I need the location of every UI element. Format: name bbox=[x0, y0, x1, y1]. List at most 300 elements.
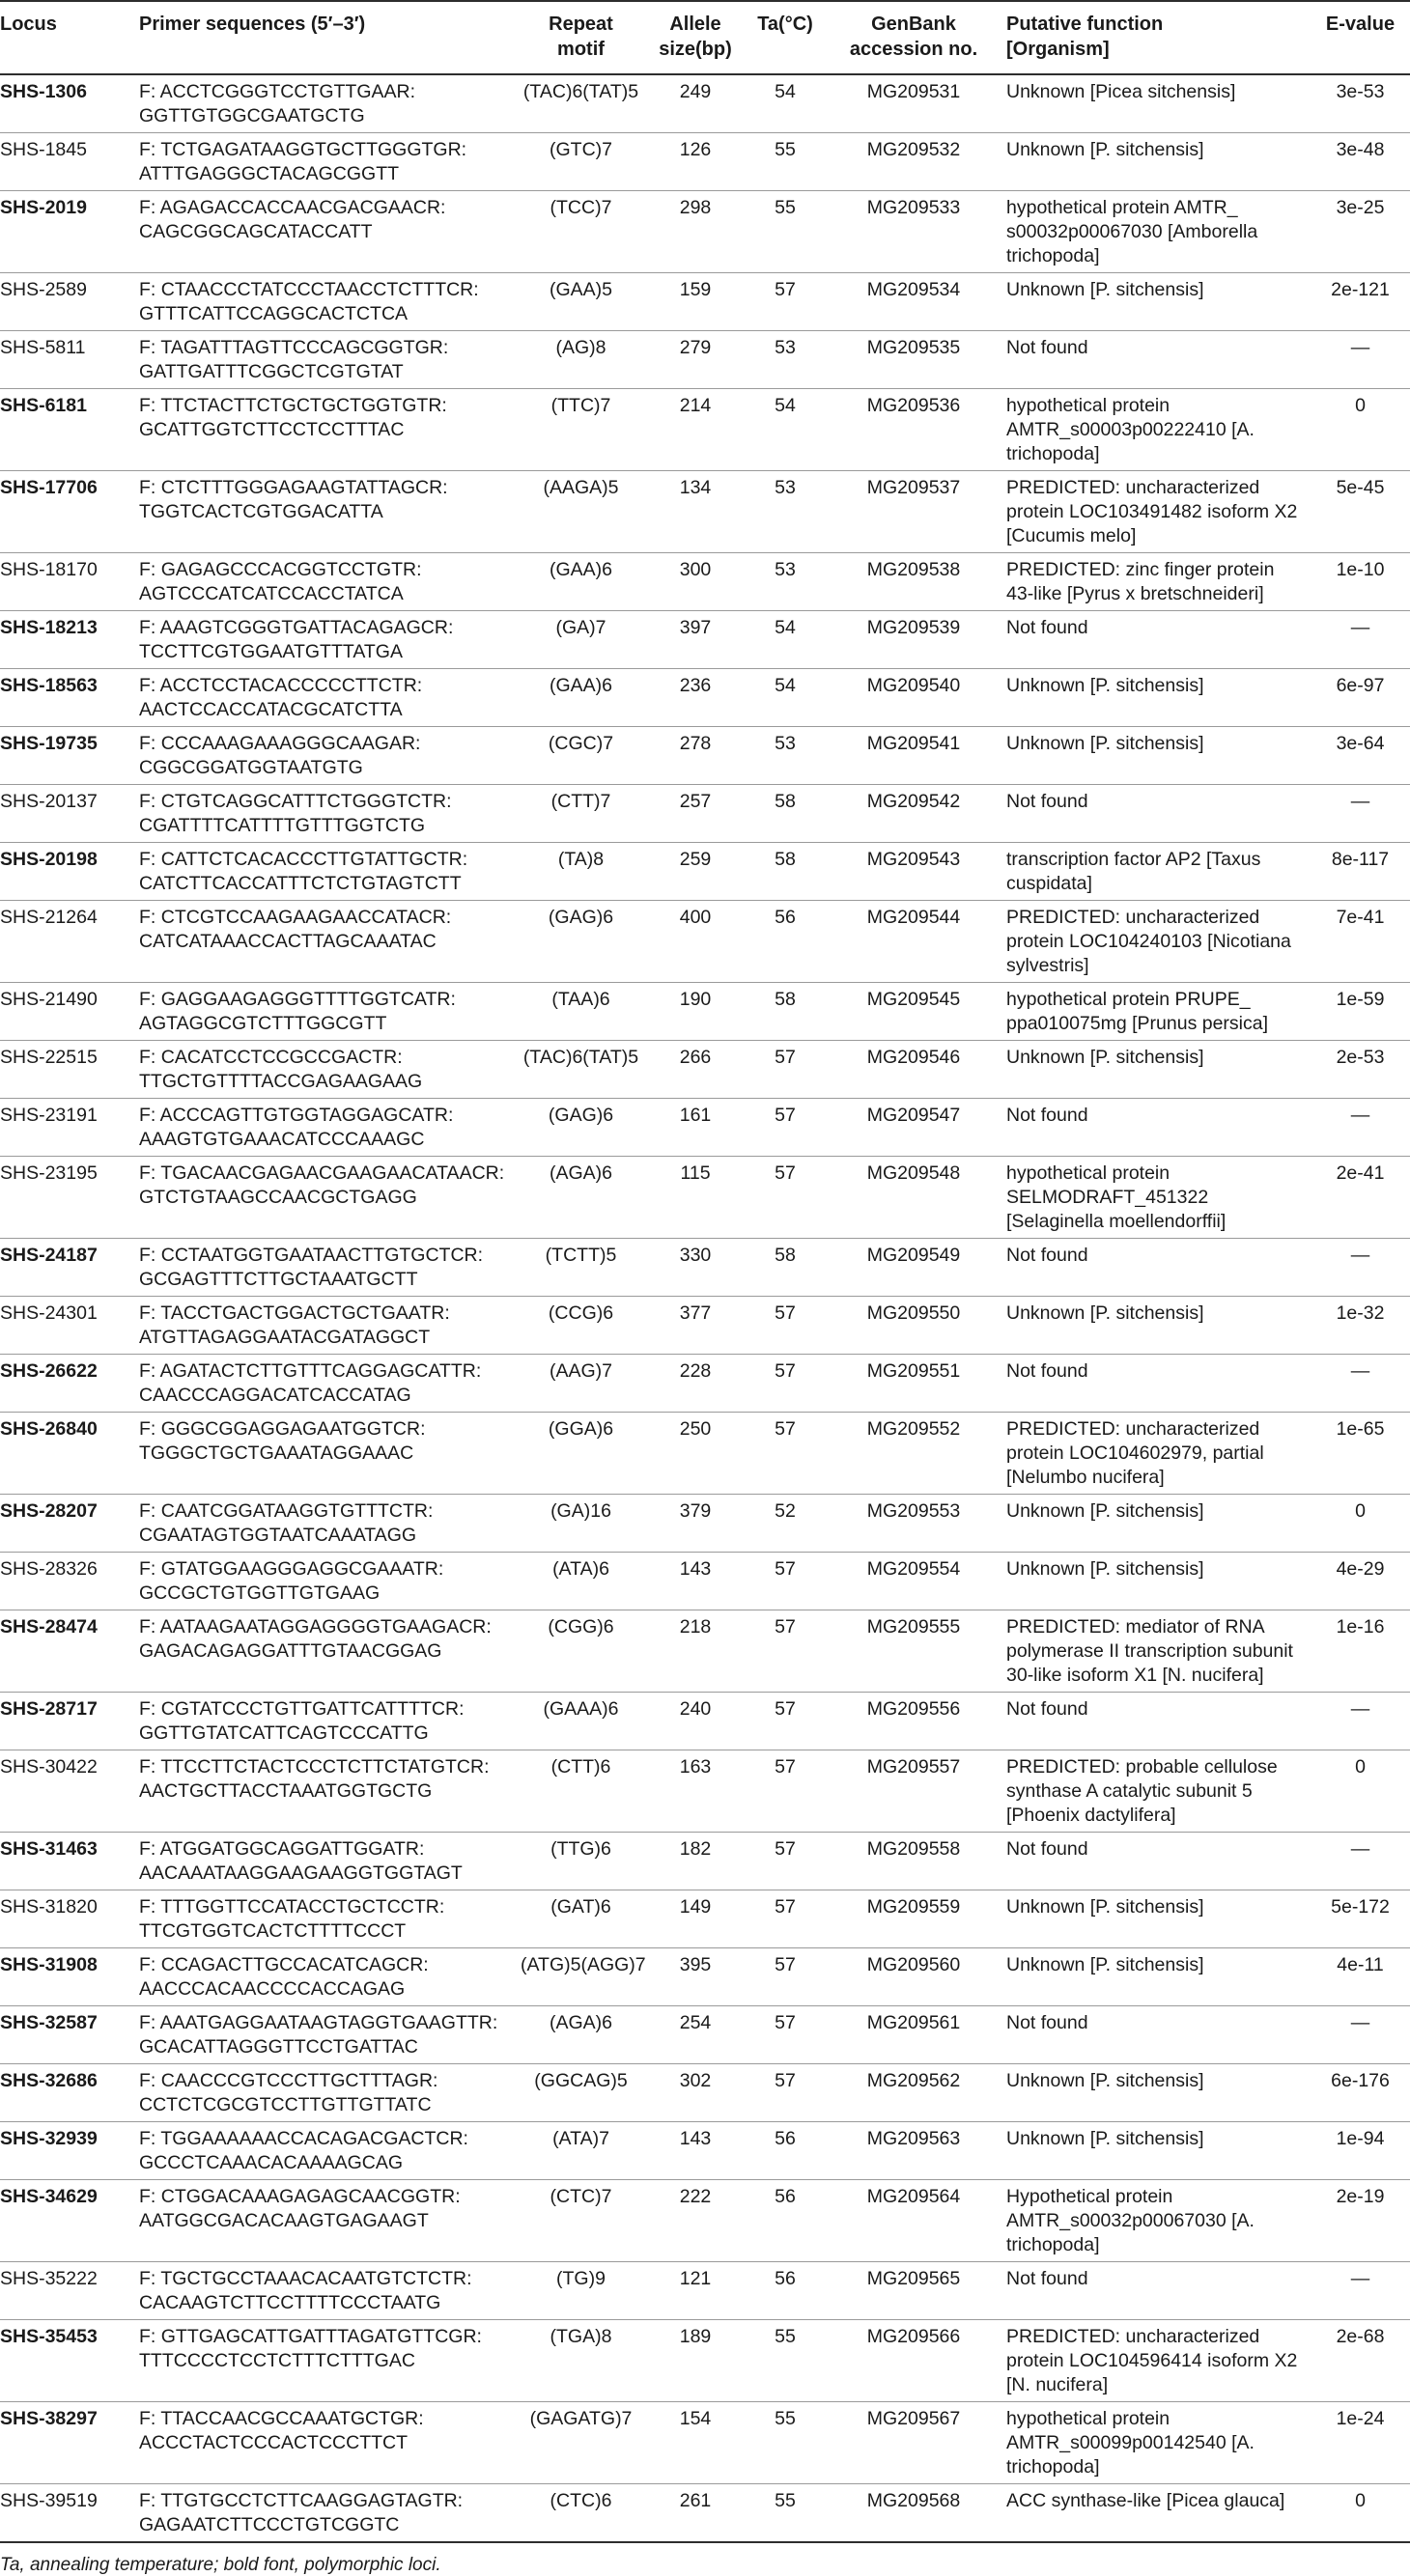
genbank-cell: MG209568 bbox=[827, 2484, 1001, 2543]
repeat-motif-cell: (GAA)6 bbox=[515, 669, 647, 727]
allele-size-cell: 143 bbox=[647, 2122, 744, 2180]
locus-cell: SHS-22515 bbox=[0, 1041, 133, 1099]
locus-cell: SHS-28326 bbox=[0, 1553, 133, 1610]
locus-cell: SHS-35453 bbox=[0, 2320, 133, 2402]
allele-size-cell: 134 bbox=[647, 471, 744, 553]
primer-forward: F: CACATCCTCCGCCGACTR: bbox=[139, 1047, 403, 1068]
table-row bbox=[0, 389, 1410, 471]
function-cell: Unknown [P. sitchensis] bbox=[1001, 133, 1305, 191]
allele-size-cell: 257 bbox=[647, 785, 744, 843]
repeat-motif-cell: (TCTT)5 bbox=[515, 1239, 647, 1297]
allele-size-cell: 126 bbox=[647, 133, 744, 191]
primer-reverse: TTTCCCCTCCTCTTTCTTTGAC bbox=[139, 2350, 415, 2371]
function-cell: Unknown [P. sitchensis] bbox=[1001, 1297, 1305, 1355]
repeat-motif-cell: (GAG)6 bbox=[515, 901, 647, 983]
evalue-cell: 3e-25 bbox=[1305, 191, 1410, 273]
function-cell: hypothetical protein PRUPE_ ppa010075mg [Prunus persica] bbox=[1001, 983, 1305, 1041]
ta-cell: 58 bbox=[744, 843, 827, 901]
repeat-motif-cell: (TCC)7 bbox=[515, 191, 647, 273]
primer-forward: F: CTGGACAAAGAGAGCAACGGTR: bbox=[139, 2186, 461, 2207]
ta-cell: 57 bbox=[744, 1948, 827, 2006]
allele-size-cell: 115 bbox=[647, 1157, 744, 1239]
repeat-motif-cell: (CGG)6 bbox=[515, 1610, 647, 1693]
primer-cell bbox=[133, 1157, 515, 1239]
table-row bbox=[0, 2484, 1410, 2543]
repeat-motif-cell: (GAA)6 bbox=[515, 553, 647, 611]
table-row bbox=[0, 1610, 1410, 1693]
genbank-cell: MG209553 bbox=[827, 1495, 1001, 1553]
table-row bbox=[0, 1553, 1410, 1610]
function-cell: PREDICTED: mediator of RNA polymerase II transcription subunit 30-like isoform X1 [N. nucifera] bbox=[1001, 1610, 1305, 1693]
ta-cell: 53 bbox=[744, 471, 827, 553]
primer-forward: F: ACCTCCTACACCCCCTTCTR: bbox=[139, 675, 423, 696]
locus-cell: SHS-28717 bbox=[0, 1693, 133, 1750]
primer-forward: F: CTAACCCTATCCCTAACCTCTTTCR: bbox=[139, 279, 479, 300]
primer-cell bbox=[133, 1495, 515, 1553]
header-primer: Primer sequences (5′–3′) bbox=[133, 1, 515, 74]
genbank-cell: MG209531 bbox=[827, 74, 1001, 133]
evalue-cell: 0 bbox=[1305, 2484, 1410, 2543]
function-cell: hypothetical protein AMTR_ s00032p00067030 [Amborella trichopoda] bbox=[1001, 191, 1305, 273]
evalue-cell: 4e-29 bbox=[1305, 1553, 1410, 1610]
primer-cell bbox=[133, 273, 515, 331]
primer-forward: F: GGGCGGAGGAGAATGGTCR: bbox=[139, 1418, 426, 1440]
locus-cell: SHS-31908 bbox=[0, 1948, 133, 2006]
primer-cell bbox=[133, 1413, 515, 1495]
allele-size-cell: 240 bbox=[647, 1693, 744, 1750]
primer-forward: F: TTGTGCCTCTTCAAGGAGTAGTR: bbox=[139, 2490, 464, 2511]
allele-size-cell: 121 bbox=[647, 2262, 744, 2320]
table-row bbox=[0, 611, 1410, 669]
function-cell: Hypothetical protein AMTR_s00032p00067030 [A. trichopoda] bbox=[1001, 2180, 1305, 2262]
primer-reverse: CACAAGTCTTCCTTTTCCCTAATG bbox=[139, 2292, 441, 2313]
ta-cell: 57 bbox=[744, 1693, 827, 1750]
repeat-motif-cell: (AGA)6 bbox=[515, 2006, 647, 2064]
genbank-cell: MG209546 bbox=[827, 1041, 1001, 1099]
table-row bbox=[0, 331, 1410, 389]
locus-cell: SHS-23191 bbox=[0, 1099, 133, 1157]
primer-reverse: AACAAATAAGGAAGAAGGTGGTAGT bbox=[139, 1862, 463, 1884]
genbank-cell: MG209559 bbox=[827, 1890, 1001, 1948]
genbank-cell: MG209564 bbox=[827, 2180, 1001, 2262]
ta-cell: 57 bbox=[744, 273, 827, 331]
repeat-motif-cell: (GAAA)6 bbox=[515, 1693, 647, 1750]
ta-cell: 57 bbox=[744, 1610, 827, 1693]
allele-size-cell: 161 bbox=[647, 1099, 744, 1157]
genbank-cell: MG209548 bbox=[827, 1157, 1001, 1239]
header-allele-line2: size(bp) bbox=[659, 39, 732, 60]
primer-cell bbox=[133, 2262, 515, 2320]
primer-cell bbox=[133, 1099, 515, 1157]
genbank-cell: MG209537 bbox=[827, 471, 1001, 553]
function-cell: Not found bbox=[1001, 1099, 1305, 1157]
ta-cell: 53 bbox=[744, 331, 827, 389]
ta-cell: 55 bbox=[744, 2484, 827, 2543]
primer-reverse: GCACATTAGGGTTCCTGATTAC bbox=[139, 2036, 418, 2058]
function-cell: Unknown [P. sitchensis] bbox=[1001, 727, 1305, 785]
locus-cell: SHS-23195 bbox=[0, 1157, 133, 1239]
evalue-cell: — bbox=[1305, 1355, 1410, 1413]
primer-cell bbox=[133, 843, 515, 901]
repeat-motif-cell: (TAA)6 bbox=[515, 983, 647, 1041]
primer-cell bbox=[133, 2484, 515, 2543]
repeat-motif-cell: (CGC)7 bbox=[515, 727, 647, 785]
primer-cell bbox=[133, 1890, 515, 1948]
primer-cell bbox=[133, 611, 515, 669]
primer-forward: F: AGATACTCTTGTTTCAGGAGCATTR: bbox=[139, 1360, 482, 1382]
table-row bbox=[0, 727, 1410, 785]
primer-cell bbox=[133, 389, 515, 471]
table-row bbox=[0, 1297, 1410, 1355]
evalue-cell: — bbox=[1305, 1239, 1410, 1297]
primer-reverse: GAGACAGAGGATTTGTAACGGAG bbox=[139, 1640, 442, 1662]
header-repeat-line1: Repeat bbox=[549, 14, 613, 35]
genbank-cell: MG209533 bbox=[827, 191, 1001, 273]
repeat-motif-cell: (GAG)6 bbox=[515, 1099, 647, 1157]
locus-cell: SHS-5811 bbox=[0, 331, 133, 389]
locus-cell: SHS-2589 bbox=[0, 273, 133, 331]
evalue-cell: 2e-121 bbox=[1305, 273, 1410, 331]
table-row bbox=[0, 133, 1410, 191]
locus-cell: SHS-31820 bbox=[0, 1890, 133, 1948]
ta-cell: 55 bbox=[744, 191, 827, 273]
primer-forward: F: AAAGTCGGGTGATTACAGAGCR: bbox=[139, 617, 454, 638]
table-row bbox=[0, 1890, 1410, 1948]
evalue-cell: 3e-64 bbox=[1305, 727, 1410, 785]
function-cell: Unknown [P. sitchensis] bbox=[1001, 1948, 1305, 2006]
primer-reverse: GCGAGTTTCTTGCTAAATGCTT bbox=[139, 1269, 418, 1290]
evalue-cell: 2e-19 bbox=[1305, 2180, 1410, 2262]
primer-forward: F: CTCTTTGGGAGAAGTATTAGCR: bbox=[139, 477, 448, 498]
allele-size-cell: 228 bbox=[647, 1355, 744, 1413]
table-row bbox=[0, 669, 1410, 727]
primer-reverse: AGTAGGCGTCTTTGGCGTT bbox=[139, 1013, 387, 1034]
primer-cell bbox=[133, 901, 515, 983]
ta-cell: 57 bbox=[744, 1099, 827, 1157]
repeat-motif-cell: (GGCAG)5 bbox=[515, 2064, 647, 2122]
ta-cell: 52 bbox=[744, 1495, 827, 1553]
primer-cell bbox=[133, 74, 515, 133]
table-body bbox=[0, 74, 1410, 2542]
primer-reverse: GCATTGGTCTTCCTCCTTTAC bbox=[139, 419, 405, 440]
primer-cell bbox=[133, 727, 515, 785]
function-cell: Not found bbox=[1001, 1833, 1305, 1890]
repeat-motif-cell: (GTC)7 bbox=[515, 133, 647, 191]
table-row bbox=[0, 2064, 1410, 2122]
primer-reverse: AACTGCTTACCTAAATGGTGCTG bbox=[139, 1780, 433, 1802]
locus-cell: SHS-30422 bbox=[0, 1750, 133, 1833]
locus-cell: SHS-18170 bbox=[0, 553, 133, 611]
primer-cell bbox=[133, 2064, 515, 2122]
allele-size-cell: 379 bbox=[647, 1495, 744, 1553]
primer-cell bbox=[133, 669, 515, 727]
table-row bbox=[0, 1041, 1410, 1099]
evalue-cell: — bbox=[1305, 331, 1410, 389]
repeat-motif-cell: (AGA)6 bbox=[515, 1157, 647, 1239]
ta-cell: 55 bbox=[744, 2402, 827, 2484]
genbank-cell: MG209561 bbox=[827, 2006, 1001, 2064]
locus-cell: SHS-18563 bbox=[0, 669, 133, 727]
table-row bbox=[0, 74, 1410, 133]
header-repeat-line2: motif bbox=[557, 39, 605, 60]
function-cell: Not found bbox=[1001, 1355, 1305, 1413]
genbank-cell: MG209540 bbox=[827, 669, 1001, 727]
ta-cell: 57 bbox=[744, 1750, 827, 1833]
primer-reverse: GATTGATTTCGGCTCGTGTAT bbox=[139, 361, 404, 382]
header-genbank-line2: accession no. bbox=[849, 39, 978, 60]
function-cell: Unknown [P. sitchensis] bbox=[1001, 2064, 1305, 2122]
genbank-cell: MG209565 bbox=[827, 2262, 1001, 2320]
ta-cell: 54 bbox=[744, 611, 827, 669]
allele-size-cell: 214 bbox=[647, 389, 744, 471]
ta-cell: 57 bbox=[744, 2064, 827, 2122]
primer-reverse: GCCCTCAAACACAAAAGCAG bbox=[139, 2152, 404, 2173]
ta-cell: 57 bbox=[744, 1413, 827, 1495]
primer-reverse: ACCCTACTCCCACTCCCTTCT bbox=[139, 2432, 409, 2453]
primer-forward: F: TACCTGACTGGACTGCTGAATR: bbox=[139, 1302, 450, 1324]
function-cell: hypothetical protein SELMODRAFT_451322 [Selaginella moellendorffii] bbox=[1001, 1157, 1305, 1239]
primer-reverse: AGTCCCATCATCCACCTATCA bbox=[139, 583, 404, 604]
primer-forward: F: TTTGGTTCCATACCTGCTCCTR: bbox=[139, 1896, 445, 1918]
primer-forward: F: GAGAGCCCACGGTCCTGTR: bbox=[139, 559, 422, 580]
primer-cell bbox=[133, 471, 515, 553]
table-row bbox=[0, 1099, 1410, 1157]
function-cell: Unknown [P. sitchensis] bbox=[1001, 1890, 1305, 1948]
primer-reverse: TGGGCTGCTGAAATAGGAAAC bbox=[139, 1442, 414, 1464]
evalue-cell: 3e-53 bbox=[1305, 74, 1410, 133]
primer-cell bbox=[133, 2006, 515, 2064]
primer-cell bbox=[133, 1041, 515, 1099]
primer-cell bbox=[133, 2402, 515, 2484]
table-row bbox=[0, 1495, 1410, 1553]
locus-cell: SHS-28207 bbox=[0, 1495, 133, 1553]
repeat-motif-cell: (AAG)7 bbox=[515, 1355, 647, 1413]
function-cell: Unknown [P. sitchensis] bbox=[1001, 1495, 1305, 1553]
header-allele-size bbox=[647, 1, 744, 74]
allele-size-cell: 279 bbox=[647, 331, 744, 389]
ta-cell: 53 bbox=[744, 553, 827, 611]
primer-reverse: AAAGTGTGAAACATCCCAAAGC bbox=[139, 1129, 425, 1150]
locus-cell: SHS-2019 bbox=[0, 191, 133, 273]
primer-cell bbox=[133, 1297, 515, 1355]
evalue-cell: 0 bbox=[1305, 1750, 1410, 1833]
table-row bbox=[0, 2402, 1410, 2484]
table-row bbox=[0, 2262, 1410, 2320]
repeat-motif-cell: (AAGA)5 bbox=[515, 471, 647, 553]
function-cell: hypothetical protein AMTR_s00099p00142540 [A. trichopoda] bbox=[1001, 2402, 1305, 2484]
table-row bbox=[0, 191, 1410, 273]
primer-cell bbox=[133, 1553, 515, 1610]
ta-cell: 57 bbox=[744, 2006, 827, 2064]
function-cell: transcription factor AP2 [Taxus cuspidata] bbox=[1001, 843, 1305, 901]
allele-size-cell: 159 bbox=[647, 273, 744, 331]
genbank-cell: MG209544 bbox=[827, 901, 1001, 983]
locus-cell: SHS-32587 bbox=[0, 2006, 133, 2064]
genbank-cell: MG209534 bbox=[827, 273, 1001, 331]
allele-size-cell: 254 bbox=[647, 2006, 744, 2064]
locus-cell: SHS-21264 bbox=[0, 901, 133, 983]
allele-size-cell: 163 bbox=[647, 1750, 744, 1833]
genbank-cell: MG209566 bbox=[827, 2320, 1001, 2402]
evalue-cell: 1e-10 bbox=[1305, 553, 1410, 611]
locus-cell: SHS-20137 bbox=[0, 785, 133, 843]
table-row bbox=[0, 2122, 1410, 2180]
primer-forward: F: CAATCGGATAAGGTGTTTCTR: bbox=[139, 1500, 434, 1522]
primer-reverse: ATGTTAGAGGAATACGATAGGCT bbox=[139, 1327, 431, 1348]
allele-size-cell: 182 bbox=[647, 1833, 744, 1890]
genbank-cell: MG209556 bbox=[827, 1693, 1001, 1750]
evalue-cell: 6e-97 bbox=[1305, 669, 1410, 727]
primer-cell bbox=[133, 2180, 515, 2262]
repeat-motif-cell: (GAT)6 bbox=[515, 1890, 647, 1948]
function-cell: Not found bbox=[1001, 1693, 1305, 1750]
locus-cell: SHS-21490 bbox=[0, 983, 133, 1041]
primer-forward: F: CTCGTCCAAGAAGAACCATACR: bbox=[139, 907, 452, 928]
primer-reverse: CATCATAAACCACTTAGCAAATAC bbox=[139, 931, 437, 952]
function-cell: PREDICTED: zinc finger protein 43-like [Pyrus x bretschneideri] bbox=[1001, 553, 1305, 611]
evalue-cell: 1e-59 bbox=[1305, 983, 1410, 1041]
table-row bbox=[0, 2320, 1410, 2402]
ta-cell: 57 bbox=[744, 1833, 827, 1890]
primer-cell bbox=[133, 2122, 515, 2180]
primer-cell bbox=[133, 983, 515, 1041]
genbank-cell: MG209558 bbox=[827, 1833, 1001, 1890]
ta-cell: 57 bbox=[744, 1041, 827, 1099]
primer-reverse: CATCTTCACCATTTCTCTGTAGTCTT bbox=[139, 873, 462, 894]
primer-cell bbox=[133, 1833, 515, 1890]
function-cell: Not found bbox=[1001, 331, 1305, 389]
allele-size-cell: 190 bbox=[647, 983, 744, 1041]
function-cell: PREDICTED: uncharacterized protein LOC104602979, partial [Nelumbo nucifera] bbox=[1001, 1413, 1305, 1495]
primer-reverse: CGATTTTCATTTTGTTTGGTCTG bbox=[139, 815, 426, 836]
allele-size-cell: 222 bbox=[647, 2180, 744, 2262]
table-row bbox=[0, 901, 1410, 983]
header-repeat-motif bbox=[515, 1, 647, 74]
primer-reverse: GGTTGTATCATTCAGTCCCATTG bbox=[139, 1722, 429, 1744]
locus-cell: SHS-18213 bbox=[0, 611, 133, 669]
repeat-motif-cell: (AG)8 bbox=[515, 331, 647, 389]
function-cell: PREDICTED: uncharacterized protein LOC103491482 isoform X2 [Cucumis melo] bbox=[1001, 471, 1305, 553]
allele-size-cell: 259 bbox=[647, 843, 744, 901]
evalue-cell: 2e-53 bbox=[1305, 1041, 1410, 1099]
genbank-cell: MG209563 bbox=[827, 2122, 1001, 2180]
table-row bbox=[0, 273, 1410, 331]
genbank-cell: MG209555 bbox=[827, 1610, 1001, 1693]
evalue-cell: 4e-11 bbox=[1305, 1948, 1410, 2006]
table-row bbox=[0, 843, 1410, 901]
evalue-cell: 1e-32 bbox=[1305, 1297, 1410, 1355]
function-cell: Not found bbox=[1001, 1239, 1305, 1297]
primer-forward: F: TGACAACGAGAACGAAGAACATAACR: bbox=[139, 1162, 505, 1184]
repeat-motif-cell: (CTT)7 bbox=[515, 785, 647, 843]
allele-size-cell: 278 bbox=[647, 727, 744, 785]
function-cell: Unknown [Picea sitchensis] bbox=[1001, 74, 1305, 133]
primer-forward: F: TTCTACTTCTGCTGCTGGTGTR: bbox=[139, 395, 447, 416]
primer-forward: F: AAATGAGGAATAAGTAGGTGAAGTTR: bbox=[139, 2012, 498, 2033]
ta-cell: 56 bbox=[744, 2122, 827, 2180]
evalue-cell: 2e-41 bbox=[1305, 1157, 1410, 1239]
allele-size-cell: 397 bbox=[647, 611, 744, 669]
table-header bbox=[0, 1, 1410, 74]
allele-size-cell: 302 bbox=[647, 2064, 744, 2122]
ta-cell: 55 bbox=[744, 2320, 827, 2402]
genbank-cell: MG209551 bbox=[827, 1355, 1001, 1413]
genbank-cell: MG209557 bbox=[827, 1750, 1001, 1833]
primer-cell bbox=[133, 133, 515, 191]
ta-cell: 57 bbox=[744, 1553, 827, 1610]
evalue-cell: 1e-65 bbox=[1305, 1413, 1410, 1495]
genbank-cell: MG209543 bbox=[827, 843, 1001, 901]
allele-size-cell: 395 bbox=[647, 1948, 744, 2006]
primer-forward: F: TCTGAGATAAGGTGCTTGGGTGR: bbox=[139, 139, 467, 160]
primer-reverse: TCCTTCGTGGAATGTTTATGA bbox=[139, 641, 403, 662]
evalue-cell: — bbox=[1305, 1099, 1410, 1157]
primer-reverse: GCCGCTGTGGTTGTGAAG bbox=[139, 1582, 381, 1604]
locus-cell: SHS-28474 bbox=[0, 1610, 133, 1693]
locus-cell: SHS-1306 bbox=[0, 74, 133, 133]
ta-cell: 58 bbox=[744, 1239, 827, 1297]
genbank-cell: MG209545 bbox=[827, 983, 1001, 1041]
primer-reverse: CCTCTCGCGTCCTTGTTGTTATC bbox=[139, 2094, 432, 2115]
table-row bbox=[0, 553, 1410, 611]
primer-reverse: GTCTGTAAGCCAACGCTGAGG bbox=[139, 1187, 417, 1208]
table-row bbox=[0, 2006, 1410, 2064]
primer-reverse: GGTTGTGGCGAATGCTG bbox=[139, 105, 365, 126]
primer-cell bbox=[133, 1355, 515, 1413]
locus-cell: SHS-39519 bbox=[0, 2484, 133, 2543]
primer-forward: F: TGGAAAAAACCACAGACGACTCR: bbox=[139, 2128, 468, 2149]
primer-reverse: AATGGCGACACAAGTGAGAAGT bbox=[139, 2210, 429, 2231]
primer-reverse: GAGAATCTTCCCTGTCGGTC bbox=[139, 2514, 400, 2535]
repeat-motif-cell: (TTG)6 bbox=[515, 1833, 647, 1890]
ta-cell: 57 bbox=[744, 1355, 827, 1413]
locus-cell: SHS-26840 bbox=[0, 1413, 133, 1495]
genbank-cell: MG209532 bbox=[827, 133, 1001, 191]
function-cell: Not found bbox=[1001, 2262, 1305, 2320]
header-function-line1: Putative function bbox=[1006, 14, 1164, 35]
primer-reverse: ATTTGAGGGCTACAGCGGTT bbox=[139, 163, 400, 184]
primer-forward: F: TGCTGCCTAAACACAATGTCTCTR: bbox=[139, 2268, 472, 2289]
genbank-cell: MG209562 bbox=[827, 2064, 1001, 2122]
function-cell: Not found bbox=[1001, 785, 1305, 843]
ta-cell: 53 bbox=[744, 727, 827, 785]
evalue-cell: — bbox=[1305, 785, 1410, 843]
genbank-cell: MG209538 bbox=[827, 553, 1001, 611]
ta-cell: 57 bbox=[744, 1157, 827, 1239]
primer-cell bbox=[133, 331, 515, 389]
primer-reverse: TTGCTGTTTTACCGAGAAGAAG bbox=[139, 1071, 423, 1092]
genbank-cell: MG209554 bbox=[827, 1553, 1001, 1610]
ta-cell: 54 bbox=[744, 389, 827, 471]
repeat-motif-cell: (CTC)6 bbox=[515, 2484, 647, 2543]
primer-cell bbox=[133, 1948, 515, 2006]
ta-cell: 54 bbox=[744, 669, 827, 727]
primer-reverse: TTCGTGGTCACTCTTTTCCCT bbox=[139, 1920, 407, 1942]
primer-forward: F: ATGGATGGCAGGATTGGATR: bbox=[139, 1838, 425, 1860]
header-function-line2: [Organism] bbox=[1006, 39, 1110, 60]
evalue-cell: — bbox=[1305, 1693, 1410, 1750]
table-row bbox=[0, 785, 1410, 843]
locus-cell: SHS-6181 bbox=[0, 389, 133, 471]
primer-forward: F: TAGATTTAGTTCCCAGCGGTGR: bbox=[139, 337, 449, 358]
primer-forward: F: CCCAAAGAAAGGGCAAGAR: bbox=[139, 733, 421, 754]
allele-size-cell: 154 bbox=[647, 2402, 744, 2484]
primer-reverse: CGAATAGTGGTAATCAAATAGG bbox=[139, 1525, 417, 1546]
genbank-cell: MG209547 bbox=[827, 1099, 1001, 1157]
allele-size-cell: 143 bbox=[647, 1553, 744, 1610]
locus-cell: SHS-34629 bbox=[0, 2180, 133, 2262]
allele-size-cell: 149 bbox=[647, 1890, 744, 1948]
